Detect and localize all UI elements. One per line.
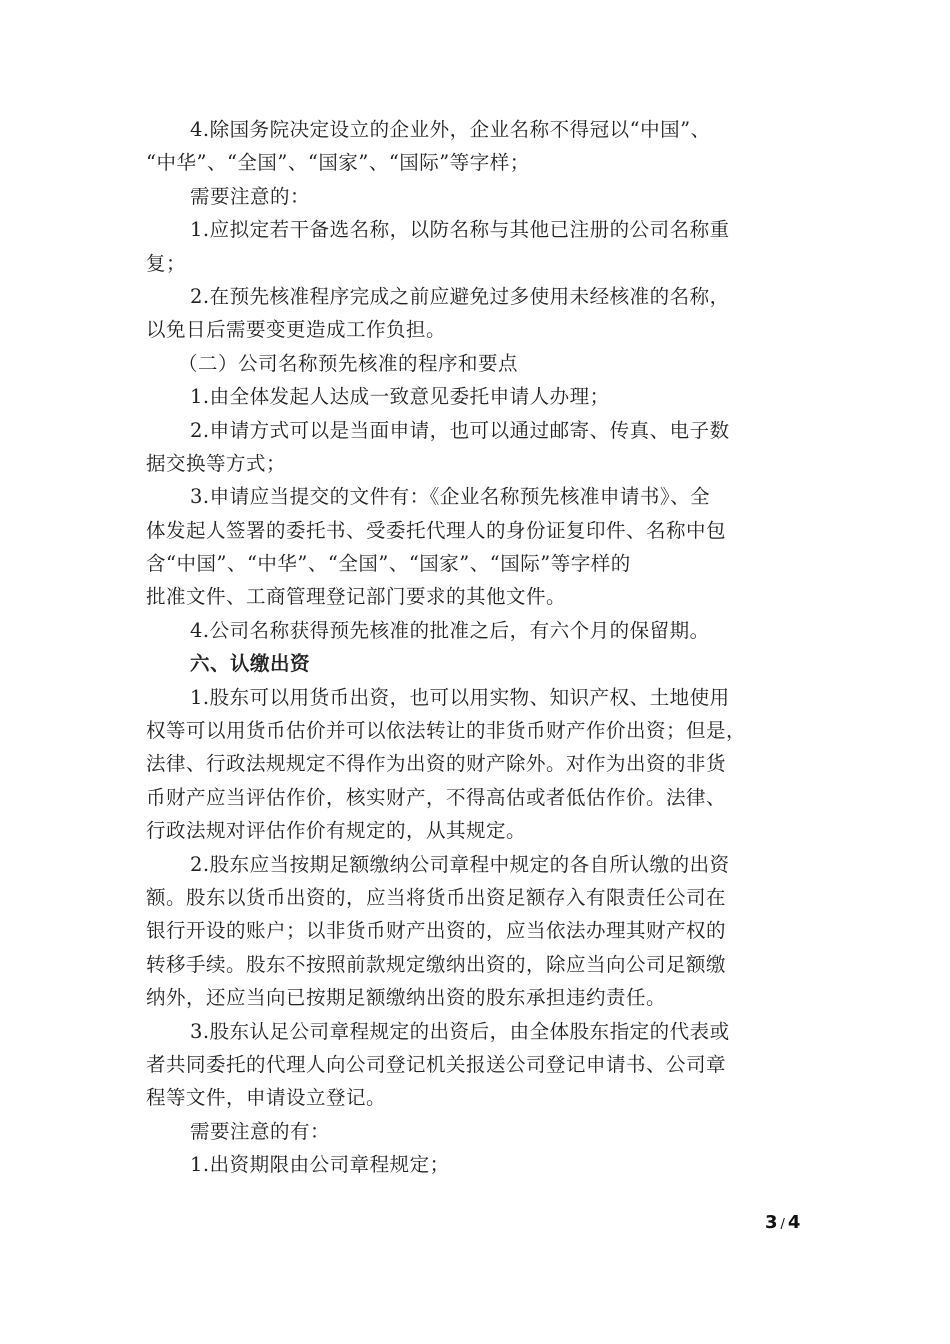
text-line: 权等可以用货币估价并可以依法转让的非货币财产作价出资；但是，: [146, 719, 747, 743]
text-line: 批准文件、工商管理登记部门要求的其他文件。: [146, 585, 567, 609]
text-line: 币财产应当评估作价，核实财产，不得高估或者低估作价。法律、: [146, 785, 727, 809]
text-line: 纳外，还应当向已按期足额缴纳出资的股东承担违约责任。: [146, 986, 667, 1010]
text-line: 1.应拟定若干备选名称，以防名称与其他已注册的公司名称重: [190, 218, 730, 242]
text-line: 行政法规对评估作价有规定的，从其规定。: [146, 819, 527, 843]
text-line: 2.股东应当按期足额缴纳公司章程中规定的各自所认缴的出资: [190, 852, 730, 876]
text-line: 转移手续。股东不按照前款规定缴纳出资的，除应当向公司足额缴: [146, 952, 727, 976]
text-line: 1.由全体发起人达成一致意见委托申请人办理；: [190, 385, 610, 409]
text-line: 据交换等方式；: [146, 451, 287, 475]
text-line: 者共同委托的代理人向公司登记机关报送公司登记申请书、公司章: [146, 1052, 727, 1076]
document-body: [146, 113, 806, 1182]
text-line: 2.申请方式可以是当面申请，也可以通过邮寄、传真、电子数: [190, 418, 730, 442]
page-total: 4: [787, 1212, 801, 1233]
text-line: 1.股东可以用货币出资，也可以用实物、知识产权、土地使用: [190, 685, 730, 709]
section-heading: 六、认缴出资: [190, 652, 311, 676]
text-line: 需要注意的有：: [190, 1119, 331, 1143]
text-line: 3.申请应当提交的文件有：《企业名称预先核准申请书》、全: [190, 485, 711, 509]
text-line: 4.除国务院决定设立的企业外，企业名称不得冠以“中国”、: [190, 118, 711, 141]
text-line: 含“中国”、“中华”、“全国”、“国家”、“国际”等字样的: [146, 552, 631, 576]
page-number: [765, 1212, 800, 1233]
text-line: 4.公司名称获得预先核准的批准之后，有六个月的保留期。: [190, 618, 710, 642]
text-line: 银行开设的账户；以非货币财产出资的，应当依法办理其财产权的: [146, 919, 727, 943]
section-subheading: （二）公司名称预先核准的程序和要点: [178, 351, 519, 375]
text-line: 程等文件，申请设立登记。: [146, 1086, 387, 1110]
text-line: 需要注意的：: [190, 184, 311, 208]
text-line: 1.出资期限由公司章程规定；: [190, 1153, 450, 1177]
text-line: 2.在预先核准程序完成之前应避免过多使用未经核准的名称，: [190, 284, 730, 308]
text-line: 法律、行政法规规定不得作为出资的财产除外。对作为出资的非货: [146, 752, 727, 776]
text-line: 复；: [146, 251, 187, 275]
text-line: 额。股东以货币出资的，应当将货币出资足额存入有限责任公司在: [146, 885, 727, 909]
text-line: 体发起人签署的委托书、受委托代理人的身份证复印件、名称中包: [146, 518, 727, 542]
text-line: 3.股东认足公司章程规定的出资后，由全体股东指定的代表或: [190, 1019, 730, 1043]
page-current: 3: [765, 1212, 778, 1233]
page-separator: /: [780, 1217, 785, 1232]
text-line: “中华”、“全国”、“国家”、“国际”等字样；: [146, 151, 530, 175]
text-line: 以免日后需要变更造成工作负担。: [146, 318, 447, 342]
